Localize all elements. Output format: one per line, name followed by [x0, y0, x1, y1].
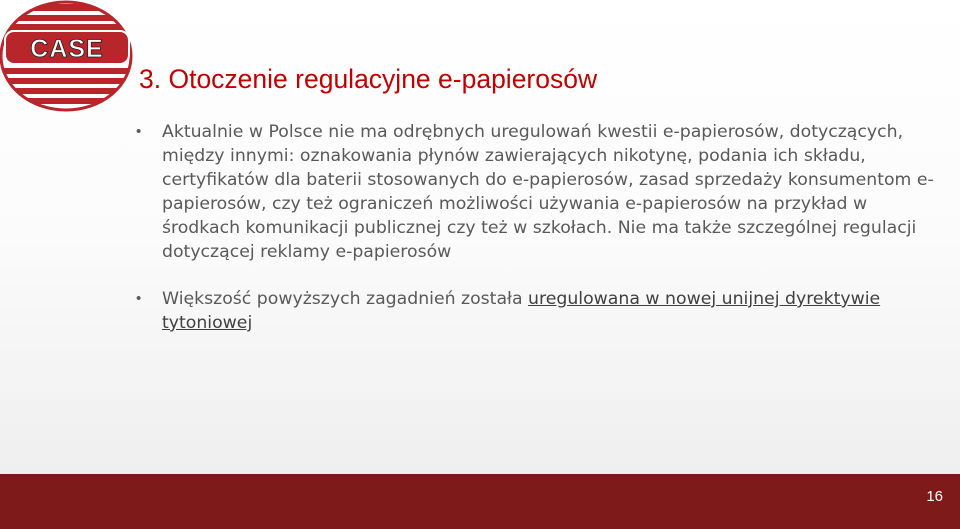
case-logo	[0, 0, 138, 118]
bullet-list	[136, 120, 936, 335]
slide-title: 3. Otoczenie regulacyjne e-papierosów	[139, 64, 598, 94]
bullet-item-directive	[136, 287, 936, 335]
bullet-text: Większość powyższych zagadnień została	[162, 289, 529, 309]
bullet-item-regulations	[136, 120, 936, 264]
directive-link[interactable]: uregulowana w nowej unijnej dyrektywie tytoniowej	[162, 289, 881, 333]
logo-text: CASE	[30, 35, 104, 63]
bullet-icon: •	[136, 290, 142, 307]
footer-bar	[0, 474, 960, 529]
bullet-icon: •	[136, 123, 142, 140]
page-number: 16	[926, 488, 943, 505]
bullet-text: Aktualnie w Polsce nie ma odrębnych uregulowań kwestii e-papierosów, dotyczących, między innymi: oznakowania płynów zawierających nikotynę, podania ich składu, certyfikatów dla baterii stosowanych do e-papierosów, zasad sprzedaży konsumentom e-papierosów, czy też ograniczeń możliwości używania e-papierosów na przykład w środkach komunikacji publicznej czy też w szkołach. Nie ma także szczególnej regulacji dotyczącej reklamy e-papierosów	[162, 122, 934, 262]
